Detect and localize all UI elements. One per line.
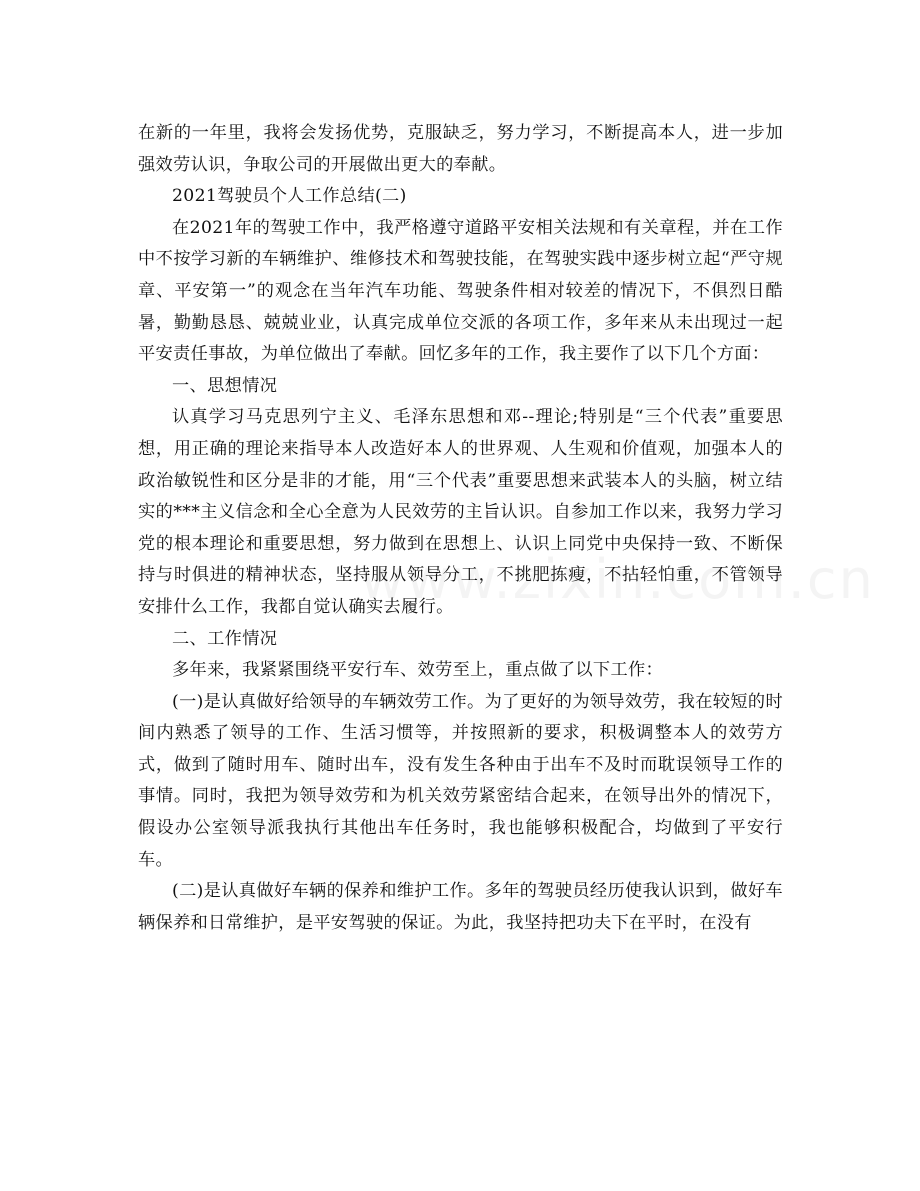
heading-work: 二、工作情况 <box>172 628 278 649</box>
paragraph-work-item-1: (一)是认真做好给领导的车辆效劳工作。为了更好的为领导效劳，我在较短的时间内熟悉了领导的工作、生活习惯等，并按照新的要求，积极调整本人的效劳方式，做到了随时用车、随时出车，没有发生各种由于出车不及时而耽误领导工作的事情。同时，我把为领导效劳和为机关效劳紧密结合起来，在领导出外的情况下，假设办公室领导派我执行其他出车任务时，我也能够积极配合，均做到了平安行车。 <box>138 691 783 870</box>
paragraph-thought: 认真学习马克思列宁主义、毛泽东思想和邓--理论;特别是“三个代表”重要思想，用正确的理论来指导本人改造好本人的世界观、人生观和价值观，加强本人的政治敏锐性和区分是非的才能，用“三个代表”重要思想来武装本人的头脑，树立结实的***主义信念和全心全意为人民效劳的主旨认识。自参加工作以来，我努力学习党的根本理论和重要思想，努力做到在思想上、认识上同党中央保持一致、不断保持与时俱进的精神状态，坚持服从领导分工，不挑肥拣瘦，不拈轻怕重，不管领导安排什么工作，我都自觉认确实去履行。 <box>138 407 783 617</box>
paragraph-work-summary: 多年来，我紧紧围绕平安行车、效劳至上，重点做了以下工作： <box>172 660 664 681</box>
paragraph-closing: 在新的一年里，我将会发扬优势，克服缺乏，努力学习，不断提高本人，进一步加强效劳认识，争取公司的开展做出更大的奉献。 <box>138 123 783 175</box>
document-body <box>138 118 783 939</box>
paragraph-work-item-2: (二)是认真做好车辆的保养和维护工作。多年的驾驶员经历使我认识到，做好车辆保养和日常维护，是平安驾驶的保证。为此，我坚持把功夫下在平时，在没有 <box>138 881 783 933</box>
heading-thought: 一、思想情况 <box>172 375 278 396</box>
paragraph-intro: 在2021年的驾驶工作中，我严格遵守道路平安相关法规和有关章程，并在工作中不按学习新的车辆维护、维修技术和驾驶技能，在驾驶实践中逐步树立起“严守规章、平安第一”的观念在当年汽车功能、驾驶条件相对较差的情况下，不俱烈日酷暑，勤勤恳恳、兢兢业业，认真完成单位交派的各项工作，多年来从未出现过一起平安责任事故，为单位做出了奉献。回忆多年的工作，我主要作了以下几个方面： <box>138 217 783 365</box>
section-title: 2021驾驶员个人工作总结(二) <box>172 186 407 207</box>
